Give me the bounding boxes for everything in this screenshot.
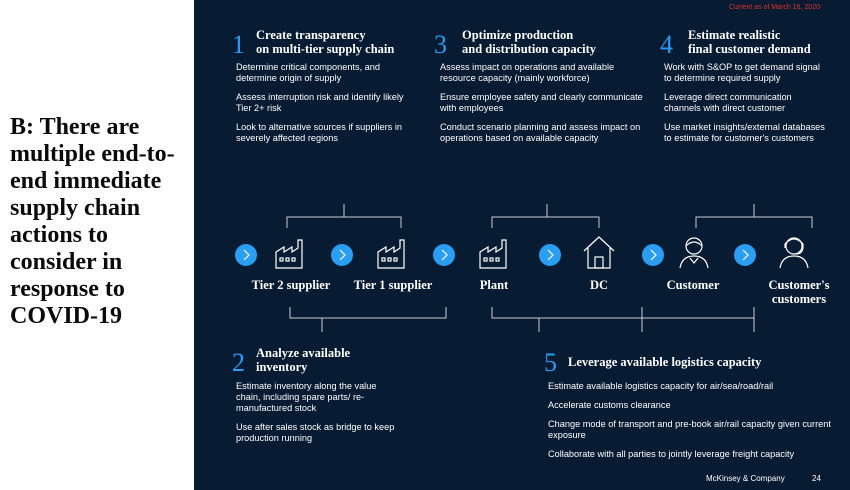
date-stamp: Current as of March 16, 2020: [728, 4, 820, 11]
factory-icon: [378, 240, 404, 268]
bullet: Assess impact on operations and available resource capacity (mainly workforce): [440, 62, 615, 83]
bullet: Ensure employee safety and clearly communicate with employees: [440, 92, 643, 113]
top-bracket: [287, 204, 401, 228]
bullet: Determine critical components, and determine origin of supply: [236, 62, 381, 83]
footer-brand: McKinsey & Company: [706, 474, 785, 483]
action-number: 3: [434, 30, 447, 59]
stage-label: Customer's customers: [768, 278, 830, 306]
heading-line: inventory: [256, 360, 308, 374]
heading-line: Estimate realistic: [688, 28, 781, 42]
action-number: 5: [544, 348, 557, 377]
heading-line: Analyze available: [256, 346, 351, 360]
bottom-bracket: [492, 307, 642, 332]
bottom-bracket: [642, 307, 754, 332]
bullet: Work with S&OP to get demand signal to determine required supply: [664, 62, 820, 83]
heading-line: final customer demand: [688, 42, 811, 56]
action-heading: [462, 28, 596, 56]
top-bracket: [492, 204, 599, 228]
action-bullets: [548, 381, 833, 468]
chevron-right-icon: [331, 244, 353, 266]
bottom-bracket: [290, 307, 446, 332]
action-bullets: [664, 62, 829, 152]
heading-line: Optimize production: [462, 28, 574, 42]
action-bullets: [440, 62, 645, 152]
value-chain-diagram: [194, 190, 850, 340]
person-icon: [680, 238, 708, 268]
action-bullets: [236, 381, 396, 452]
stage-label: Tier 1 supplier: [353, 278, 433, 292]
action-heading: [256, 346, 350, 374]
chevron-right-icon: [433, 244, 455, 266]
bullet: Change mode of transport and pre-book air/rail capacity given current exposure: [548, 419, 831, 440]
chevron-right-icon: [235, 244, 257, 266]
bullet: Accelerate customs clearance: [548, 400, 671, 410]
bullet: Estimate inventory along the value chain, including spare parts/ re-manufactured stock: [236, 381, 377, 413]
bullet: Look to alternative sources if suppliers in severely affected regions: [236, 122, 402, 143]
action-number: 4: [660, 30, 673, 59]
page-number: 24: [812, 474, 821, 483]
heading-line: on multi-tier supply chain: [256, 42, 395, 56]
heading-line: and distribution capacity: [462, 42, 597, 56]
action-heading: [568, 355, 761, 369]
stage-label: Customer: [666, 278, 720, 292]
slide-title: B: There are multiple end-to-end immediate supply chain actions to consider in response to COVID-19: [10, 114, 175, 329]
house-icon: [584, 237, 614, 268]
bullet: Estimate available logistics capacity for air/sea/road/rail: [548, 381, 774, 391]
stage-label: DC: [589, 278, 609, 292]
bullet: Use after sales stock as bridge to keep production running: [236, 422, 395, 443]
chevron-right-icon: [539, 244, 561, 266]
bullet: Collaborate with all parties to jointly leverage freight capacity: [548, 449, 795, 459]
heading-line: Create transparency: [256, 28, 366, 42]
factory-icon: [276, 240, 302, 268]
bullet: Assess interruption risk and identify likely Tier 2+ risk: [236, 92, 404, 113]
slide-panel: [194, 0, 850, 490]
action-number: 1: [232, 30, 245, 59]
bullet: Use market insights/external databases to estimate for customer's customers: [664, 122, 825, 143]
top-bracket: [696, 204, 812, 228]
bullet: Conduct scenario planning and assess impact on operations based on available capacity: [440, 122, 641, 143]
action-number: 2: [232, 348, 245, 377]
headset-person-icon: [780, 238, 808, 268]
bullet: Leverage direct communication channels with direct customer: [664, 92, 792, 113]
stage-label: Plant: [479, 278, 509, 292]
heading-line: Leverage available logistics capacity: [568, 355, 762, 369]
factory-icon: [480, 240, 506, 268]
action-bullets: [236, 62, 404, 152]
chevron-right-icon: [734, 244, 756, 266]
chevron-right-icon: [642, 244, 664, 266]
action-heading: [688, 28, 811, 56]
stage-label: Tier 2 supplier: [251, 278, 331, 292]
action-heading: [256, 28, 394, 56]
